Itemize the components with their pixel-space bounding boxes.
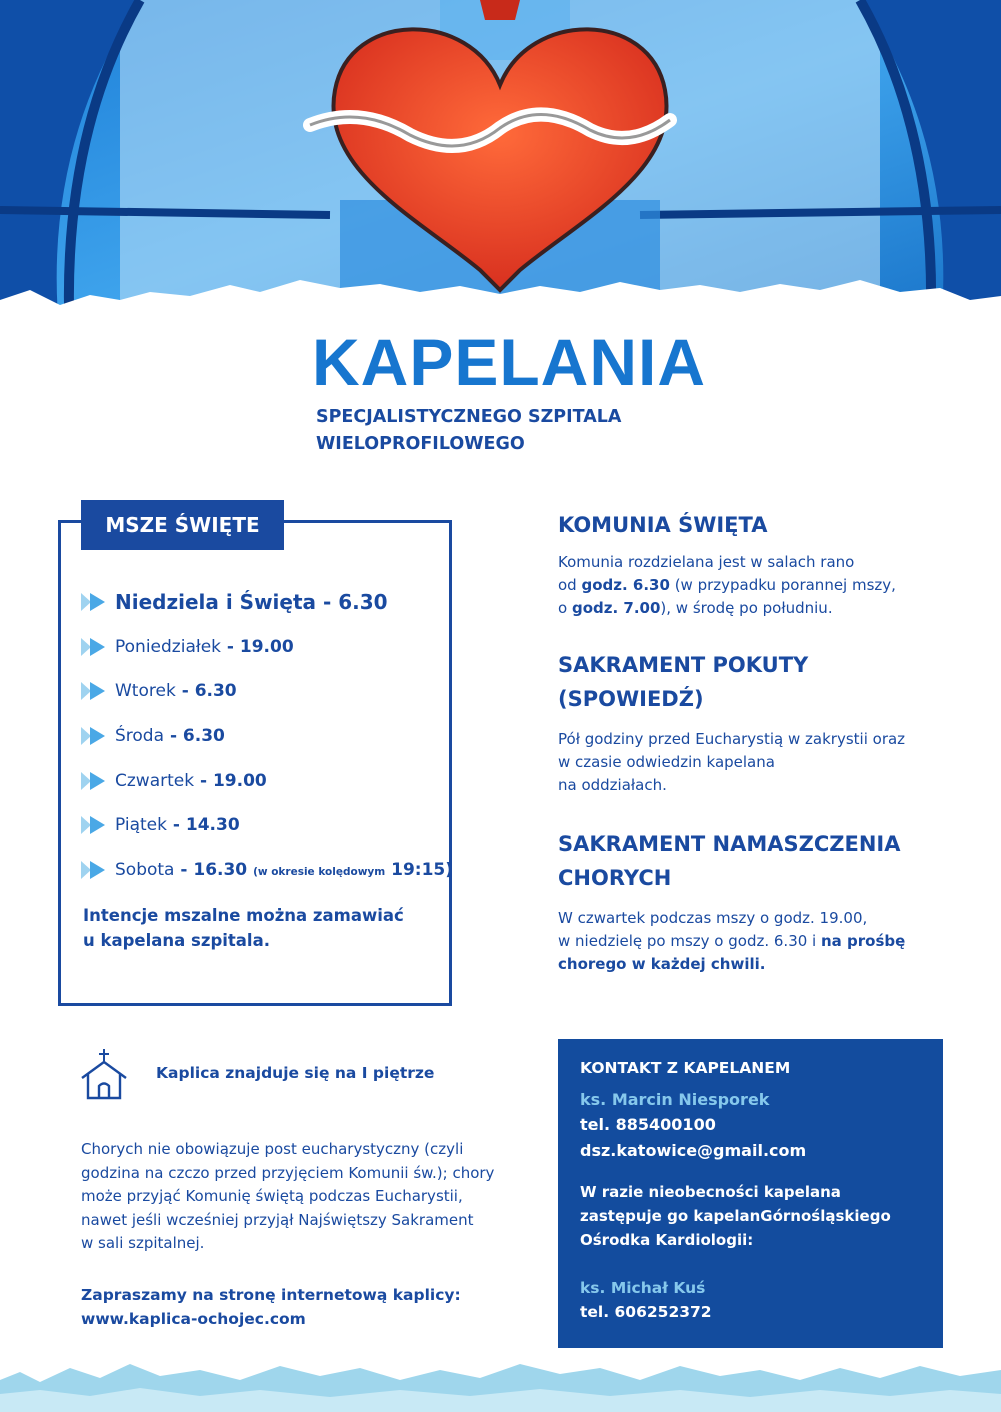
page-subtitle: SPECJALISTYCZNEGO SZPITALA WIELOPROFILOWEGO — [316, 407, 622, 454]
chapel-location: Kaplica znajduje się na I piętrze — [156, 1064, 435, 1082]
chaplain-email[interactable]: dsz.katowice@gmail.com — [580, 1141, 807, 1160]
mass-row-saturday: Sobota - 16.30 (w okresie kolędowym 19:15) — [80, 848, 460, 893]
chevron-right-icon — [80, 726, 106, 746]
footer-decoration — [0, 1350, 1001, 1412]
mass-schedule-heading: MSZE ŚWIĘTE — [81, 500, 284, 550]
page-title: KAPELANIA — [312, 325, 707, 399]
chevron-right-icon — [80, 637, 106, 657]
mass-row-tuesday: Wtorek - 6.30 — [80, 669, 460, 714]
anointing-text: W czwartek podczas mszy o godz. 19.00, w niedzielę po mszy o godz. 6.30 i na prośbę chorego w każdej chwili. — [558, 909, 906, 973]
anointing-heading: SAKRAMENT NAMASZCZENIA CHORYCH — [558, 832, 901, 890]
contact-title: KONTAKT Z KAPELANEM — [580, 1059, 791, 1077]
communion-heading: KOMUNIA ŚWIĘTA — [558, 513, 768, 537]
website-link[interactable]: www.kaplica-ochojec.com — [81, 1310, 306, 1328]
absence-note: W razie nieobecności kapelana zastępuje go kapelanGórnośląskiego Ośrodka Kardiologii: — [580, 1183, 891, 1249]
mass-row-monday: Poniedziałek - 19.00 — [80, 625, 460, 670]
chevron-right-icon — [80, 815, 106, 835]
chevron-right-icon — [80, 681, 106, 701]
chaplain-name: ks. Marcin Niesporek — [580, 1090, 770, 1109]
mass-row-wednesday: Środa - 6.30 — [80, 714, 460, 759]
mass-row-friday: Piątek - 14.30 — [80, 803, 460, 848]
penance-text: Pół godziny przed Eucharystią w zakrystii oraz w czasie odwiedzin kapelana na oddziałach. — [558, 730, 906, 794]
website-invitation: Zapraszamy na stronę internetową kaplicy: www.kaplica-ochojec.com — [81, 1283, 521, 1331]
penance-heading: SAKRAMENT POKUTY (SPOWIEDŹ) — [558, 653, 809, 711]
mass-row-sunday: Niedziela i Święta - 6.30 — [80, 580, 460, 625]
contact-box — [558, 1039, 943, 1348]
substitute-name: ks. Michał Kuś — [580, 1279, 706, 1297]
chaplain-phone[interactable]: tel. 885400100 — [580, 1115, 716, 1134]
hero-image — [0, 0, 1001, 340]
chapel-icon — [80, 1048, 130, 1100]
fasting-note: Chorych nie obowiązuje post eucharystyczny (czyli godzina na czczo przed przyjęciem Komunii św.); chory może przyjąć Komunię świętą podczas Eucharystii, nawet jeśli wcześniej przyjął Najświętszy Sakrament w sali szpitalnej. — [81, 1140, 495, 1252]
communion-text: Komunia rozdzielana jest w salach rano od godz. 6.30 (w przypadku porannej mszy, o godz. 7.00), w środę po południu. — [558, 553, 896, 617]
substitute-phone[interactable]: tel. 606252372 — [580, 1303, 712, 1321]
mass-intentions-note: Intencje mszalne można zamawiać u kapelana szpitala. — [83, 906, 404, 950]
chevron-right-icon — [80, 771, 106, 791]
chevron-right-icon — [80, 860, 106, 880]
mass-row-thursday: Czwartek - 19.00 — [80, 758, 460, 803]
chevron-right-icon — [80, 592, 106, 612]
stained-glass-heart-illustration — [0, 0, 1001, 340]
mass-schedule-list — [80, 580, 460, 892]
